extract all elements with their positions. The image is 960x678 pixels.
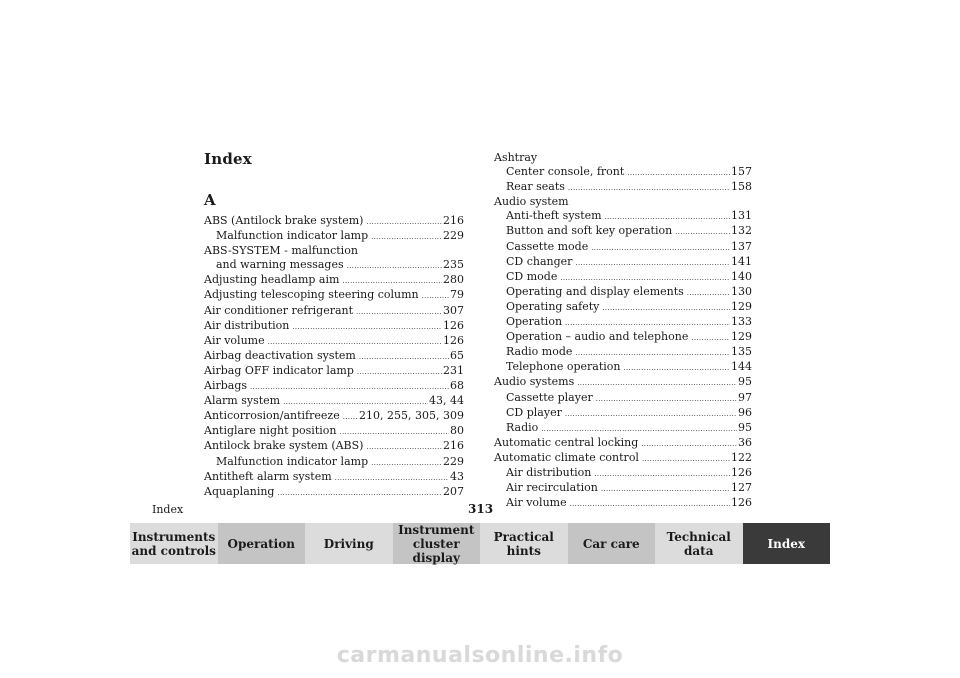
index-entry-page[interactable]: 43 — [450, 469, 464, 483]
index-entry[interactable] — [204, 334, 464, 349]
index-entry[interactable] — [494, 180, 752, 195]
index-entry[interactable] — [494, 436, 752, 451]
index-entry-label: Air distribution — [204, 318, 290, 332]
index-entry[interactable] — [204, 258, 464, 273]
index-entry[interactable] — [494, 345, 752, 360]
index-entry[interactable] — [494, 406, 752, 421]
dot-leader — [575, 346, 730, 360]
dot-leader — [366, 215, 442, 229]
index-entry-label: Air volume — [204, 333, 265, 347]
index-entry-page[interactable]: 280 — [443, 273, 464, 287]
index-entry-page[interactable]: 95 — [738, 375, 752, 389]
index-entry[interactable] — [494, 240, 752, 255]
index-entry-page[interactable]: 216 — [443, 214, 464, 227]
tab-instrument-cluster-display[interactable]: Instrument cluster display — [393, 523, 481, 564]
index-entry-label: Cassette player — [506, 390, 593, 404]
dot-leader — [594, 467, 730, 481]
index-entry[interactable] — [204, 229, 464, 244]
index-entry-label: and warning messages — [216, 258, 344, 272]
index-entry[interactable] — [494, 391, 752, 406]
index-entry[interactable] — [204, 364, 464, 379]
chapter-tabs — [130, 523, 830, 564]
index-entry[interactable] — [494, 421, 752, 436]
index-entry[interactable] — [204, 304, 464, 319]
index-entry[interactable] — [204, 439, 464, 454]
index-entry-label: Antiglare night position — [204, 424, 337, 438]
dot-leader — [568, 181, 730, 195]
dot-leader — [575, 256, 730, 270]
dot-leader — [541, 422, 737, 436]
page-title: Index — [204, 150, 252, 168]
index-entry-page[interactable]: 95 — [738, 420, 752, 434]
index-entry-page[interactable]: 141 — [731, 254, 752, 268]
index-entry[interactable] — [204, 485, 464, 500]
index-entry-page[interactable]: 229 — [443, 454, 464, 468]
index-entry-label: Rear seats — [506, 180, 565, 194]
index-entry-page[interactable]: 68 — [450, 379, 464, 393]
index-entry-page[interactable]: 216 — [443, 439, 464, 453]
index-entry-page[interactable]: 135 — [731, 345, 752, 359]
dot-leader — [570, 497, 730, 511]
dot-leader — [250, 380, 449, 394]
dot-leader — [642, 452, 730, 466]
index-entry-page[interactable]: 129 — [731, 330, 752, 344]
index-entry[interactable] — [204, 273, 464, 288]
index-entry-page[interactable]: 127 — [731, 481, 752, 495]
dot-leader — [675, 225, 730, 239]
dot-leader — [601, 482, 730, 496]
index-entry[interactable] — [494, 270, 752, 285]
dot-leader — [560, 271, 730, 285]
index-entry-page[interactable]: 235 — [443, 258, 464, 272]
index-entry-label: Telephone operation — [506, 360, 621, 374]
index-entry[interactable] — [204, 349, 464, 364]
index-entry-label: ABS-SYSTEM - malfunction — [204, 244, 358, 258]
index-entry-label: Operation – audio and telephone — [506, 330, 689, 344]
dot-leader — [624, 361, 731, 375]
index-entry[interactable] — [204, 319, 464, 334]
tab-practical-hints[interactable]: Practical hints — [480, 523, 568, 564]
index-column-left — [204, 214, 464, 500]
dot-leader — [339, 425, 449, 439]
index-entry-page[interactable]: 207 — [443, 484, 464, 498]
index-entry[interactable] — [494, 496, 752, 511]
index-entry[interactable] — [204, 455, 464, 470]
index-entry-label: Air volume — [506, 496, 567, 510]
index-entry[interactable] — [204, 214, 464, 229]
index-entry[interactable] — [494, 451, 752, 466]
index-entry-page[interactable]: 157 — [731, 165, 752, 179]
index-entry-label: Audio system — [494, 195, 569, 209]
index-entry-page[interactable]: 129 — [731, 299, 752, 313]
index-entry[interactable] — [494, 375, 752, 390]
index-entry-page[interactable]: 133 — [731, 315, 752, 329]
dot-leader — [422, 289, 449, 303]
tab-driving[interactable]: Driving — [305, 523, 393, 564]
index-entry[interactable] — [494, 466, 752, 481]
index-entry-label: Anticorrosion/antifreeze — [204, 409, 340, 423]
index-entry-label: Air conditioner refrigerant — [204, 303, 354, 317]
index-entry-label: Ashtray — [494, 151, 538, 164]
index-entry-page[interactable]: 144 — [731, 360, 752, 374]
index-heading — [494, 195, 752, 209]
dot-leader — [277, 486, 442, 500]
index-entry[interactable] — [494, 481, 752, 496]
index-entry-page[interactable]: 132 — [731, 224, 752, 238]
dot-leader — [691, 331, 730, 345]
index-entry-label: Radio mode — [506, 345, 573, 359]
index-entry-page[interactable]: 126 — [443, 318, 464, 332]
index-entry-page[interactable]: 65 — [450, 348, 464, 362]
tab-index[interactable]: Index — [743, 523, 831, 564]
index-entry[interactable] — [494, 360, 752, 375]
index-entry[interactable] — [204, 470, 464, 485]
index-entry-page[interactable]: 210, 255, 305, 309 — [359, 409, 464, 423]
dot-leader — [283, 395, 428, 409]
index-heading — [204, 244, 464, 258]
index-entry[interactable] — [204, 379, 464, 394]
index-entry-label: Operating safety — [506, 299, 600, 313]
index-entry-label: Airbag OFF indicator lamp — [204, 363, 354, 377]
index-entry-page[interactable]: 43, 44 — [429, 394, 464, 408]
index-entry[interactable] — [494, 285, 752, 300]
index-entry-page[interactable]: 231 — [443, 363, 464, 377]
dot-leader — [347, 259, 442, 273]
index-entry-label: Adjusting headlamp aim — [204, 273, 340, 287]
index-entry-label: Radio — [506, 420, 539, 434]
index-entry-label: Antitheft alarm system — [204, 469, 332, 483]
index-entry-page[interactable]: 126 — [731, 496, 752, 510]
dot-leader — [335, 471, 449, 485]
dot-leader — [605, 210, 730, 224]
index-entry[interactable] — [494, 315, 752, 330]
index-entry-page[interactable]: 122 — [731, 450, 752, 464]
index-entry-label: Airbag deactivation system — [204, 348, 356, 362]
index-entry[interactable] — [204, 424, 464, 439]
index-entry-page[interactable]: 229 — [443, 229, 464, 243]
index-entry-label: Operation — [506, 315, 563, 329]
index-entry-page[interactable]: 80 — [450, 424, 464, 438]
index-entry-label: Center console, front — [506, 165, 625, 179]
index-entry-label: CD player — [506, 405, 562, 419]
dot-leader — [565, 407, 737, 421]
index-column-right — [494, 151, 752, 511]
index-entry-page[interactable]: 36 — [738, 435, 752, 449]
dot-leader — [371, 456, 442, 470]
tab-car-care[interactable]: Car care — [568, 523, 656, 564]
index-entry-page[interactable]: 131 — [731, 209, 752, 223]
index-entry-label: Audio systems — [494, 375, 575, 389]
index-entry-page[interactable]: 126 — [443, 333, 464, 347]
index-entry[interactable] — [494, 300, 752, 315]
dot-leader — [366, 440, 442, 454]
index-entry-label: CD mode — [506, 269, 558, 283]
dot-leader — [591, 241, 730, 255]
index-entry-label: Automatic climate control — [494, 450, 639, 464]
tab-technical-data[interactable]: Technical data — [655, 523, 743, 564]
index-entry[interactable] — [494, 255, 752, 270]
index-entry-label: Operating and display elements — [506, 284, 684, 298]
dot-leader — [356, 305, 442, 319]
dot-leader — [577, 376, 737, 390]
dot-leader — [292, 320, 442, 334]
dot-leader — [641, 437, 737, 451]
index-entry-label: Cassette mode — [506, 239, 589, 253]
index-entry-page[interactable]: 96 — [738, 405, 752, 419]
index-entry-label: Anti-theft system — [506, 209, 602, 223]
index-entry[interactable] — [494, 224, 752, 239]
footer-section-label: Index — [152, 503, 184, 516]
index-entry-label: Air distribution — [506, 465, 592, 479]
index-entry-page[interactable]: 79 — [450, 288, 464, 302]
index-entry-page[interactable]: 130 — [731, 284, 752, 298]
dot-leader — [602, 301, 730, 315]
dot-leader — [359, 350, 449, 364]
index-entry-page[interactable]: 137 — [731, 239, 752, 253]
index-entry-label: ABS (Antilock brake system) — [204, 214, 364, 227]
index-entry-page[interactable]: 307 — [443, 303, 464, 317]
dot-leader — [371, 230, 442, 244]
index-entry[interactable] — [494, 330, 752, 345]
dot-leader — [565, 316, 730, 330]
index-entry[interactable] — [494, 209, 752, 224]
dot-leader — [357, 365, 442, 379]
dot-leader — [596, 392, 737, 406]
index-entry-label: Malfunction indicator lamp — [216, 454, 369, 468]
index-entry[interactable] — [204, 288, 464, 303]
dot-leader — [627, 166, 730, 180]
index-entry-label: Air recirculation — [506, 481, 598, 495]
index-entry-label: Aquaplaning — [204, 484, 275, 498]
index-entry-label: Alarm system — [204, 394, 281, 408]
index-entry-label: Malfunction indicator lamp — [216, 229, 369, 243]
index-entry[interactable] — [204, 394, 464, 409]
index-entry-label: Automatic central locking — [494, 435, 639, 449]
dot-leader — [268, 335, 442, 349]
index-heading — [494, 151, 752, 165]
index-entry-label: CD changer — [506, 254, 573, 268]
index-entry-page[interactable]: 97 — [738, 390, 752, 404]
watermark: carmanualsonline.info — [336, 643, 624, 668]
dot-leader — [342, 274, 442, 288]
dot-leader — [687, 286, 730, 300]
index-entry-page[interactable]: 140 — [731, 269, 752, 283]
index-entry-label: Adjusting telescoping steering column — [204, 288, 419, 302]
tab-instruments-and-controls[interactable]: Instruments and controls — [130, 523, 218, 564]
index-entry-label: Antilock brake system (ABS) — [204, 439, 364, 453]
dot-leader — [343, 410, 358, 424]
tab-operation[interactable]: Operation — [218, 523, 306, 564]
section-letter: A — [204, 191, 216, 209]
index-entry-label: Button and soft key operation — [506, 224, 673, 238]
index-entry-label: Airbags — [204, 379, 248, 393]
index-entry[interactable] — [494, 165, 752, 180]
page-number: 313 — [468, 502, 494, 516]
index-entry[interactable] — [204, 409, 464, 424]
index-entry-page[interactable]: 126 — [731, 465, 752, 479]
index-entry-page[interactable]: 158 — [731, 180, 752, 194]
